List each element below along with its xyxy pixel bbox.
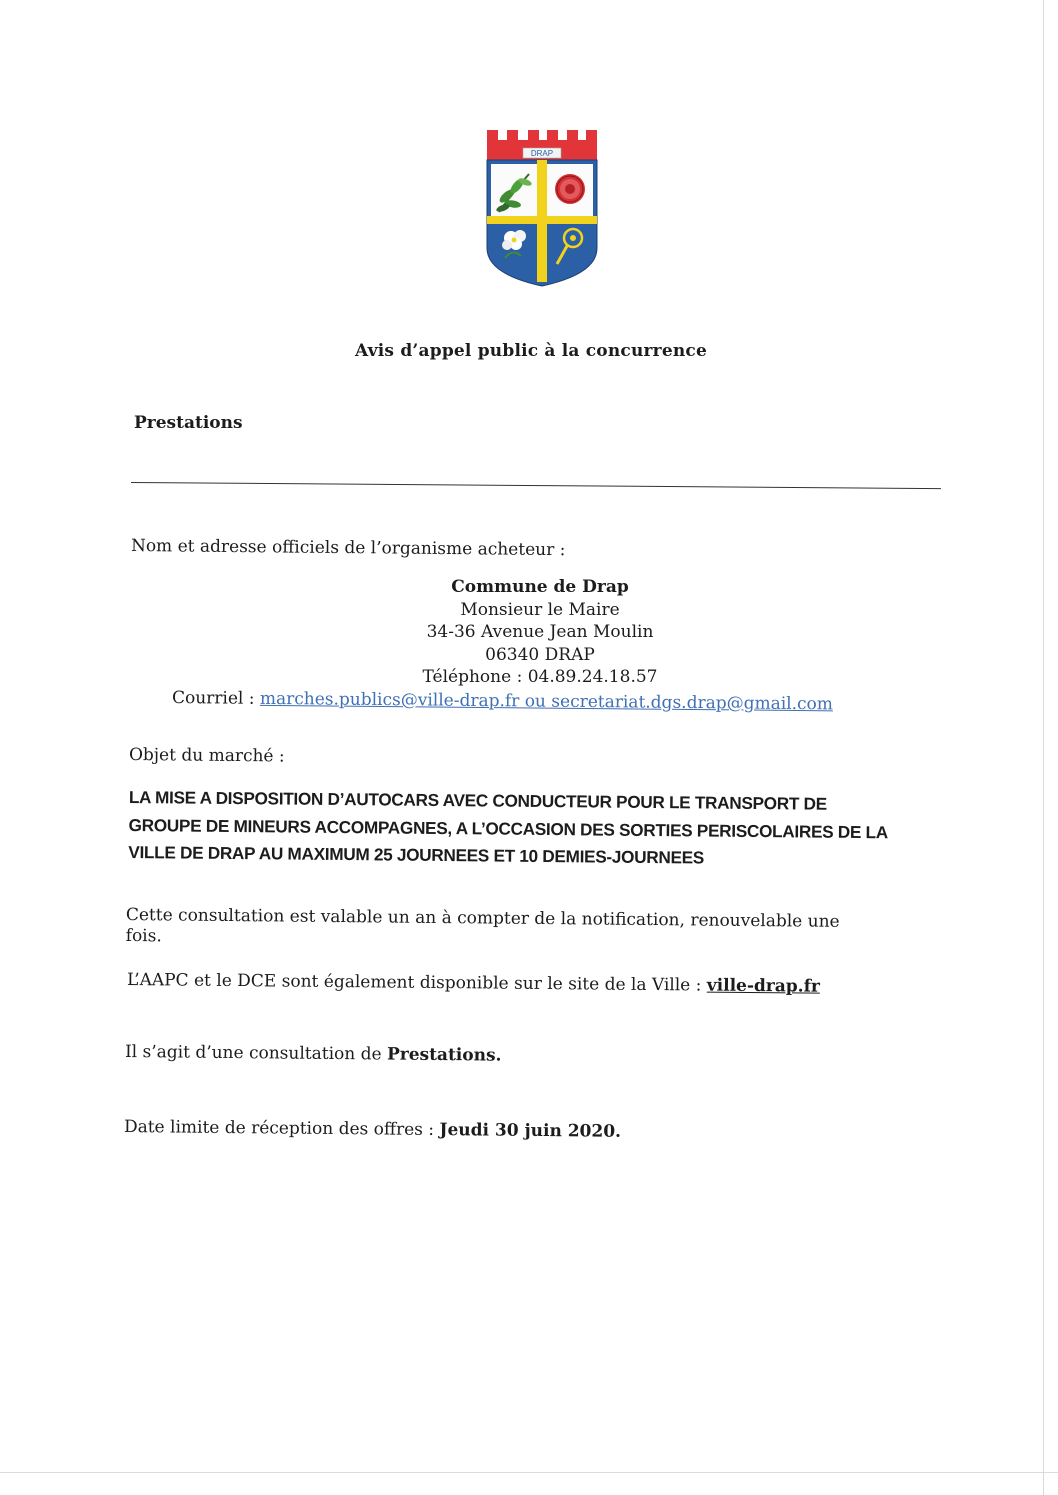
- object-line: VILLE DE DRAP AU MAXIMUM 25 JOURNEES ET 10 DEMIES-JOURNEES: [128, 841, 705, 868]
- availability-line: [127, 970, 820, 997]
- consultation-type-line: [125, 1042, 502, 1066]
- scan-edge-bottom: [0, 1472, 1058, 1473]
- validity-paragraph: [126, 905, 926, 955]
- buyer-phone: Téléphone : 04.89.24.18.57: [422, 667, 658, 687]
- availability-text: L’AAPC et le DCE sont également disponible sur le site de la Ville :: [126, 970, 707, 996]
- validity-line-1: Cette consultation est valable un an à compter de la notification, renouvelable une: [125, 905, 840, 932]
- deadline-label: Date limite de réception des offres :: [123, 1117, 440, 1141]
- crest-banner-text: DRAP: [530, 149, 554, 158]
- email-label: Courriel :: [171, 688, 261, 709]
- deadline-line: [124, 1117, 621, 1142]
- rose-icon: [555, 174, 585, 204]
- email-line: [172, 688, 833, 714]
- object-description: [128, 784, 929, 874]
- object-intro: Objet du marché :: [128, 745, 285, 767]
- object-line: GROUPE DE MINEURS ACCOMPAGNES, A L’OCCASION DES SORTIES PERISCOLAIRES DE LA: [128, 814, 888, 842]
- consultation-type-text: Il s’agit d’une consultation de: [124, 1042, 388, 1065]
- buyer-street: 34-36 Avenue Jean Moulin: [426, 622, 654, 642]
- buyer-contact: Monsieur le Maire: [460, 599, 620, 620]
- scan-edge-right: [1043, 0, 1044, 1495]
- website-link[interactable]: ville-drap.fr: [706, 975, 820, 997]
- horizontal-divider: [131, 482, 941, 489]
- drap-coat-of-arms-logo: [483, 126, 601, 288]
- buyer-city: 06340 DRAP: [485, 644, 595, 665]
- section-label: Prestations: [134, 413, 243, 433]
- deadline-value: Jeudi 30 juin 2020.: [439, 1120, 622, 1142]
- buyer-address-block: [170, 576, 910, 689]
- page-title: Avis d’appel public à la concurrence: [355, 341, 707, 361]
- consultation-type-value: Prestations.: [386, 1044, 502, 1066]
- buyer-intro: Nom et adresse officiels de l’organisme acheteur :: [130, 536, 566, 561]
- email-link[interactable]: marches.publics@ville-drap.fr ou secretariat.dgs.drap@gmail.com: [259, 688, 834, 715]
- validity-line-2: fois.: [125, 925, 162, 947]
- buyer-name: Commune de Drap: [451, 577, 629, 597]
- object-line: LA MISE A DISPOSITION D’AUTOCARS AVEC CONDUCTEUR POUR LE TRANSPORT DE: [128, 786, 827, 814]
